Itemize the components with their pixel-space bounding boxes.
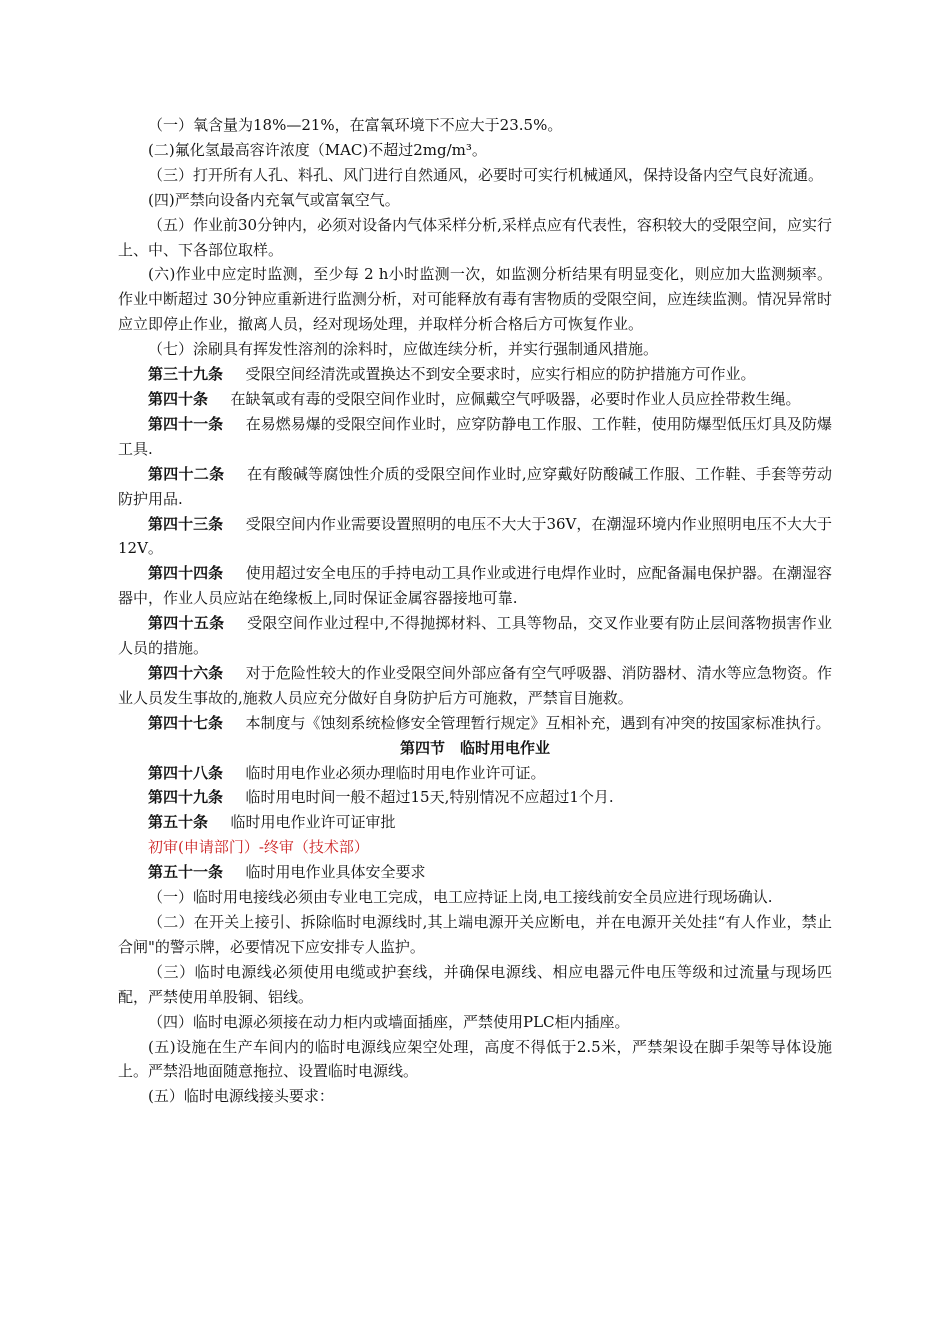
paragraph: （五）作业前30分钟内，必须对设备内气体采样分析,采样点应有代表性，容积较大的受限空间，应实行上、中、下各部位取样。: [118, 215, 832, 259]
article-text: 受限空间经清洗或置换达不到安全要求时，应实行相应的防护措施方可作业。: [245, 365, 756, 384]
article-51: [118, 860, 832, 885]
article-49: [118, 785, 832, 810]
article-label: 第四十八条: [148, 763, 224, 782]
article-text: 受限空间内作业需要设置照明的电压不大大于36V，在潮湿环境内作业照明电压不大大于12V。: [118, 514, 832, 558]
paragraph: （一）氧含量为18%—21%，在富氧环境下不应大于23.5%。: [148, 116, 563, 134]
article-43: [118, 512, 832, 562]
article-47: [118, 711, 832, 736]
article-label: 第五十一条: [148, 863, 224, 882]
article-42: [118, 462, 832, 512]
article-label: 第四十九条: [148, 788, 224, 807]
paragraph: （二）在开关上接引、拆除临时电源线时,其上端电源开关应断电，并在电源开关处挂“有人作业，禁止合闸"的警示牌，必要情况下应安排专人监护。: [118, 913, 832, 956]
paragraph: （三）临时电源线必须使用电缆或护套线，并确保电源线、相应电器元件电压等级和过流量与现场匹配，严禁使用单股铜、铝线。: [118, 962, 832, 1006]
article-text: 在缺氧或有毒的受限空间作业时，应佩戴空气呼吸器，必要时作业人员应拴带救生绳。: [230, 389, 801, 408]
article-label: 第四十一条: [148, 414, 224, 433]
article-label: 第四十二条: [148, 464, 225, 483]
paragraph: (二)氟化氢最高容许浓度（MAC)不超过2mg/m³。: [148, 140, 487, 159]
article-text: 受限空间作业过程中,不得抛掷材料、工具等物品，交叉作业要有防止层间落物损害作业人员的措施。: [118, 614, 832, 658]
article-label: 第四十六条: [148, 663, 224, 682]
paragraph: （三）打开所有人孔、料孔、风门进行自然通风，必要时可实行机械通风，保持设备内空气良好流通。: [148, 165, 824, 184]
article-41: [118, 412, 832, 462]
article-text: 临时用电作业具体安全要求: [245, 863, 426, 882]
article-45: [118, 611, 832, 661]
paragraph: (五)设施在生产车间内的临时电源线应架空处理，高度不得低于2.5米，严禁架设在脚手架等导体设施上。严禁沿地面随意拖拉、设置临时电源线。: [118, 1037, 832, 1081]
article-text: 本制度与《蚀刻系统检修安全管理暂行规定》互相补充，遇到有冲突的按国家标准执行。: [245, 713, 831, 732]
article-40: [118, 387, 832, 412]
article-label: 第四十三条: [148, 514, 224, 533]
document-body: [118, 113, 832, 1109]
paragraph: (五）临时电源线接头要求：: [148, 1087, 334, 1106]
paragraph: （四）临时电源必须接在动力柜内或墙面插座，严禁使用PLC柜内插座。: [148, 1012, 630, 1031]
section-heading: 第四节 临时用电作业: [399, 738, 550, 757]
article-text: 在易燃易爆的受限空间作业时，应穿防静电工作服、工作鞋，使用防爆型低压灯具及防爆工具.: [118, 414, 832, 458]
article-label: 第四十条: [148, 389, 209, 408]
paragraph: (四)严禁向设备内充氧气或富氧空气。: [148, 190, 400, 209]
article-label: 第三十九条: [148, 365, 224, 384]
approval-flow: 初审(申请部门）-终审（技术部）: [148, 838, 369, 857]
article-text: 在有酸碱等腐蚀性介质的受限空间作业时,应穿戴好防酸碱工作服、工作鞋、手套等劳动防护用品.: [118, 464, 832, 508]
article-label: 第四十七条: [148, 713, 224, 732]
article-48: [118, 761, 832, 786]
article-text: 对于危险性较大的作业受限空间外部应备有空气呼吸器、消防器材、清水等应急物资。作业人员发生事故的,施救人员应充分做好自身防护后方可施救，严禁盲目施救。: [118, 663, 832, 707]
paragraph: （七）涂刷具有挥发性溶剂的涂料时，应做连续分析，并实行强制通风措施。: [148, 340, 659, 359]
article-text: 使用超过安全电压的手持电动工具作业或进行电焊作业时，应配备漏电保护器。在潮湿容器中，作业人员应站在绝缘板上,同时保证金属容器接地可靠.: [118, 564, 832, 608]
article-label: 第五十条: [148, 813, 209, 832]
article-label: 第四十五条: [148, 614, 225, 633]
article-39: [118, 362, 832, 387]
article-46: [118, 661, 832, 711]
article-44: [118, 561, 832, 611]
article-text: 临时用电作业许可证审批: [230, 813, 396, 832]
article-50: [118, 810, 832, 835]
article-text: 临时用电作业必须办理临时用电作业许可证。: [245, 763, 546, 782]
article-label: 第四十四条: [148, 564, 224, 583]
paragraph: (六)作业中应定时监测，至少每 2 h小时监测一次，如监测分析结果有明显变化，则应加大监测频率。 作业中断超过 30分钟应重新进行监测分析，对可能释放有毒有害物质的受限空间，应连续监测。情况异常时应立即停止作业，撤离人员，经对现场处理，并取样分析合格后方可恢复作业。: [118, 265, 832, 334]
paragraph: （一）临时用电接线必须由专业电工完成，电工应持证上岗,电工接线前安全员应进行现场确认.: [148, 888, 773, 907]
article-text: 临时用电时间一般不超过15天,特别情况不应超过1个月.: [245, 788, 614, 807]
